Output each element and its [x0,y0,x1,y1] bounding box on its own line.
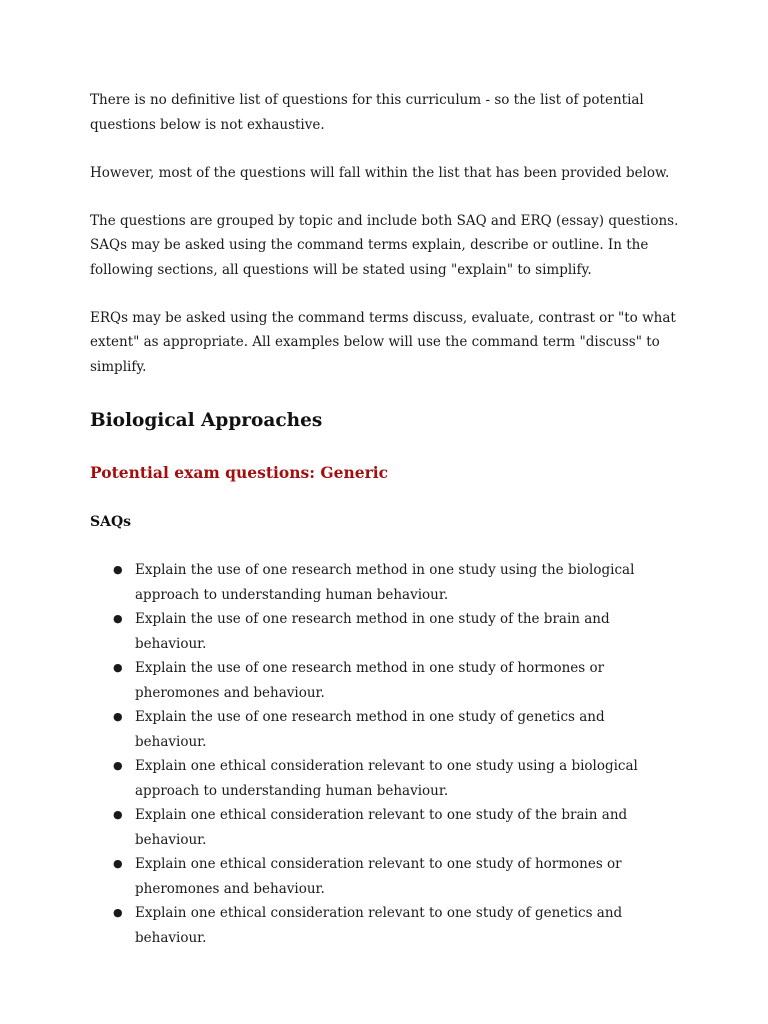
question-list [90,558,650,950]
question-text: Explain the use of one research method in one study of hormones or pheromones and behaviour. [135,660,605,701]
list-item [90,705,650,754]
section-title: Biological Approaches [90,410,323,431]
question-text: Explain the use of one research method in one study of the brain and behaviour. [135,611,610,652]
bullet-icon: ● [113,759,123,772]
bullet-icon: ● [113,612,123,625]
list-item [90,754,650,803]
intro-paragraph-1: There is no definitive list of questions for this curriculum - so the list of potential questions below is not exhaustive. [90,92,644,133]
bullet-icon: ● [113,563,123,576]
list-item [90,656,650,705]
question-text: Explain the use of one research method in one study using the biological approach to understanding human behaviour. [135,562,635,603]
list-item [90,803,650,852]
question-text: Explain one ethical consideration relevant to one study using a biological approach to understanding human behaviour. [135,758,638,799]
list-item [90,852,650,901]
intro-paragraph-3b: SAQs may be asked using the command terms explain, describe or outline. In the following sections, all questions will be stated using "explain" to simplify. [90,237,649,278]
question-text: Explain the use of one research method in one study of genetics and behaviour. [135,709,605,750]
question-text: Explain one ethical consideration relevant to one study of genetics and behaviour. [135,905,623,946]
bullet-icon: ● [113,710,123,723]
bullet-icon: ● [113,661,123,674]
intro-paragraph-2: However, most of the questions will fall within the list that has been provided below. [90,164,670,181]
bullet-icon: ● [113,857,123,870]
intro-paragraph-3a: The questions are grouped by topic and include both SAQ and ERQ (essay) questions. [90,212,679,229]
question-text: Explain one ethical consideration relevant to one study of hormones or pheromones and behaviour. [135,856,622,897]
list-item [90,558,650,607]
saq-heading: SAQs [90,514,132,530]
list-item [90,901,650,950]
intro-paragraph-4: ERQs may be asked using the command terms discuss, evaluate, contrast or "to what extent" as appropriate. All examples below will use the command term "discuss" to simplify. [90,309,676,375]
question-text: Explain one ethical consideration relevant to one study of the brain and behaviour. [135,807,628,848]
document-page [90,88,690,950]
list-item [90,607,650,656]
bullet-icon: ● [113,808,123,821]
bullet-icon: ● [113,906,123,919]
section-subtitle: Potential exam questions: Generic [90,463,389,482]
